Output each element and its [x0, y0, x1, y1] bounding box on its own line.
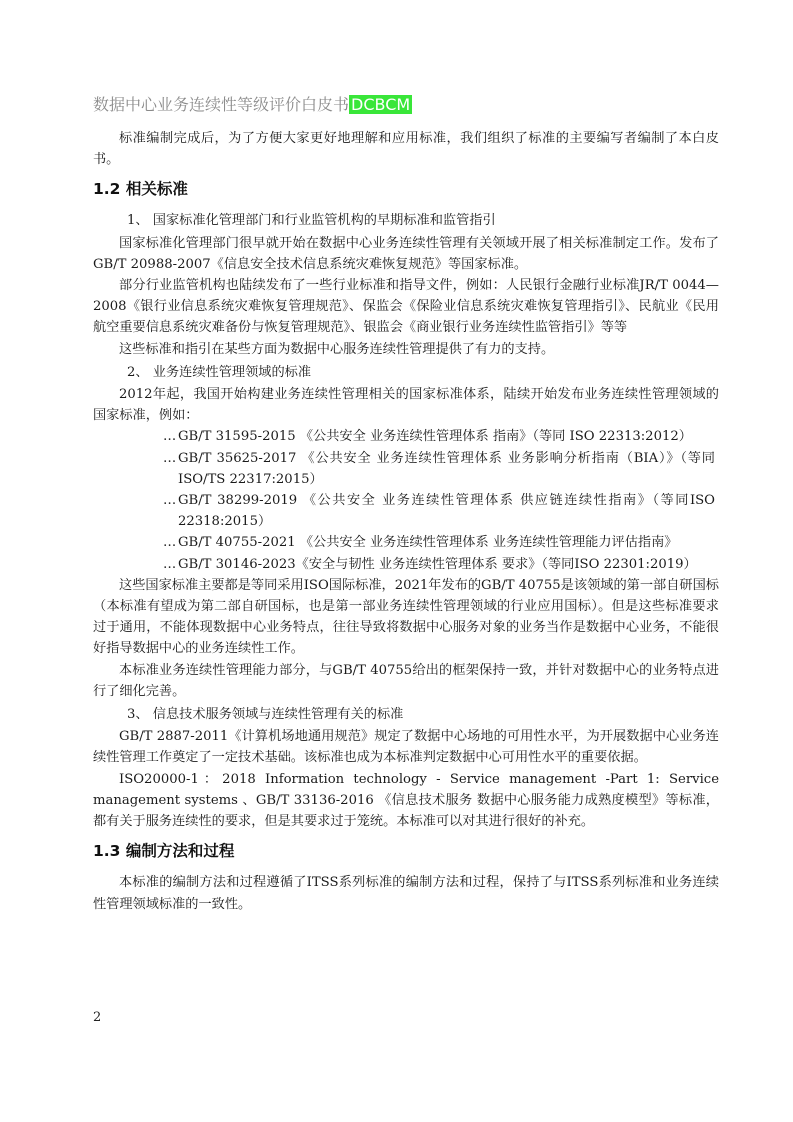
list-item-text: GB/T 35625-2017 《公共安全 业务连续性管理体系 业务影响分析指南（BIA）》（等同 ISO/TS 22317:2015）	[178, 450, 715, 487]
paragraph: 部分行业监管机构也陆续发布了一些行业标准和指导文件，例如：人民银行金融行业标准JR/T 0044—2008《银行业信息系统灾难恢复管理规范》、保监会《保险业信息系统灾难恢复管理指引》、民航业《民用航空重要信息系统灾难备份与恢复管理规范》、银监会《商业银行业务连续性监管指引》等等	[93, 278, 719, 336]
list-item	[93, 554, 719, 575]
main-content	[93, 128, 719, 915]
section-heading-1-3: 1.3 编制方法和过程	[93, 842, 235, 861]
subheading-bcm-standards: 2、 业务连续性管理领域的标准	[127, 364, 312, 380]
section-heading-1-2: 1.2 相关标准	[93, 180, 188, 199]
header-tag: DCBCM	[351, 95, 411, 114]
paragraph: 国家标准化管理部门很早就开始在数据中心业务连续性管理有关领域开展了相关标准制定工作。发布了GB/T 20988-2007《信息安全技术信息系统灾难恢复规范》等国家标准。	[93, 235, 719, 272]
paragraph: ISO20000-1：2018 Information technology - Service management -Part 1: Service management systems 、GB/T 33136-2016 《信息技术服务 数据中心服务能力成熟度模型》等标准，都有关于服务连续性的要求，但是其要求过于笼统。本标准可以对其进行很好的补充。	[93, 771, 719, 830]
list-marker: …	[163, 535, 176, 551]
list-item	[93, 448, 719, 490]
list-item-text: GB/T 30146-2023《安全与韧性 业务连续性管理体系 要求》（等同ISO 22301:2019）	[178, 556, 697, 572]
list-item	[93, 532, 719, 553]
standards-list	[93, 426, 719, 574]
paragraph: GB/T 2887-2011《计算机场地通用规范》规定了数据中心场地的可用性水平，为开展数据中心业务连续性管理工作奠定了一定技术基础。该标准也成为本标准判定数据中心可用性水平的重要依据。	[93, 729, 719, 766]
paragraph: 2012年起，我国开始构建业务连续性管理相关的国家标准体系，陆续开始发布业务连续性管理领域的国家标准，例如：	[93, 387, 719, 424]
list-marker: …	[163, 556, 176, 572]
paragraph: 本标准的编制方法和过程遵循了ITSS系列标准的编制方法和过程，保持了与ITSS系列标准和业务连续性管理领域标准的一致性。	[93, 875, 719, 912]
list-marker: …	[163, 429, 176, 445]
list-item	[93, 490, 719, 532]
running-header	[93, 94, 412, 116]
intro-paragraph: 标准编制完成后，为了方便大家更好地理解和应用标准，我们组织了标准的主要编写者编制了本白皮书。	[93, 131, 719, 168]
paragraph: 本标准业务连续性管理能力部分，与GB/T 40755给出的框架保持一致，并针对数据中心的业务特点进行了细化完善。	[93, 662, 719, 699]
header-title: 数据中心业务连续性等级评价白皮书	[93, 95, 350, 114]
paragraph: 这些标准和指引在某些方面为数据中心服务连续性管理提供了有力的支持。	[119, 341, 555, 357]
page-number: 2	[93, 1010, 102, 1025]
list-marker: …	[163, 493, 176, 509]
paragraph: 这些国家标准主要都是等同采用ISO国际标准，2021年发布的GB/T 40755是该领域的第一部自研国标（本标准有望成为第二部自研国标，也是第一部业务连续性管理领域的行业应用国标）。但是这些标准要求过于通用，不能体现数据中心业务特点，往往导致将数据中心服务对象的业务当作是数据中心业务，不能很好指导数据中心的业务连续性工作。	[93, 577, 719, 657]
list-item-text: GB/T 38299-2019 《公共安全 业务连续性管理体系 供应链连续性指南》（等同ISO 22318:2015）	[178, 493, 715, 530]
list-item	[93, 426, 719, 447]
subheading-it-service-standards: 3、 信息技术服务领域与连续性管理有关的标准	[127, 707, 404, 723]
list-marker: …	[163, 450, 176, 466]
subheading-early-standards: 1、 国家标准化管理部门和行业监管机构的早期标准和监管指引	[127, 213, 496, 229]
list-item-text: GB/T 40755-2021 《公共安全 业务连续性管理体系 业务连续性管理能力评估指南》	[178, 535, 678, 551]
list-item-text: GB/T 31595-2015 《公共安全 业务连续性管理体系 指南》（等同 ISO 22313:2012）	[178, 429, 692, 445]
